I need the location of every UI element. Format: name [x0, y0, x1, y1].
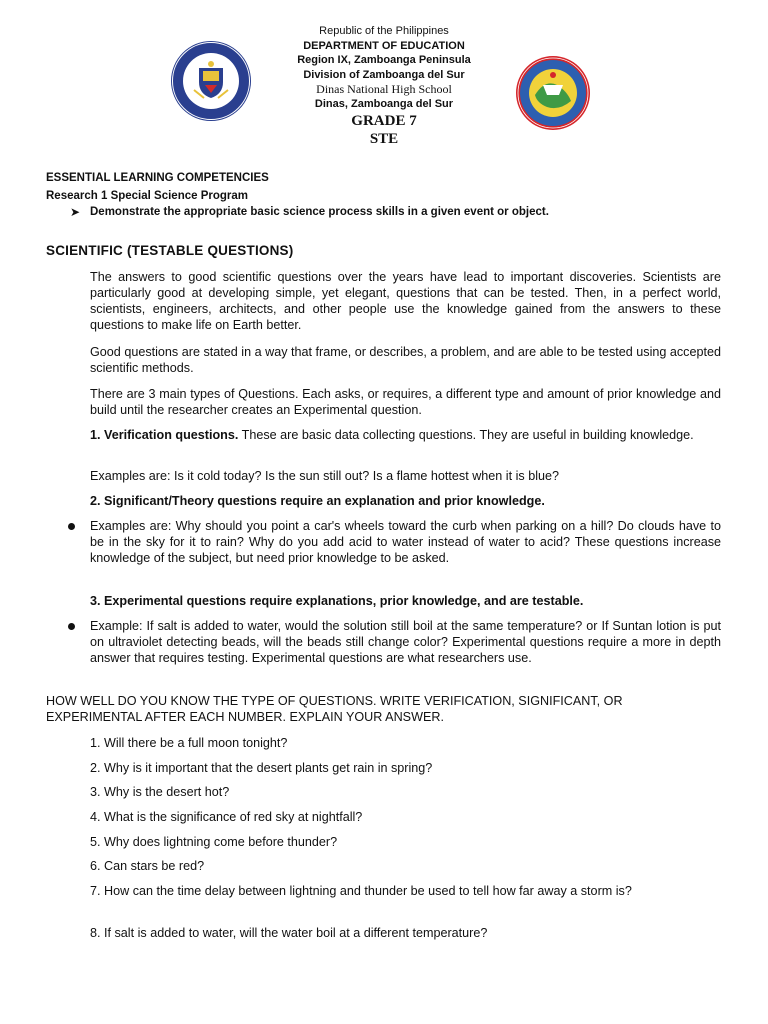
question-item: 5. Why does lightning come before thunder?	[90, 835, 338, 849]
verification-text: These are basic data collecting questions. They are useful in building knowledge.	[238, 428, 694, 442]
significant-heading: 2. Significant/Theory questions require an explanation and prior knowledge.	[90, 494, 545, 508]
paragraph-experimental-example: Example: If salt is added to water, would the solution still boil at the same temperature? or If Suntan lotion is put on ultraviolet detecting beads, will the beads still change color? Experimental questions require a more in depth answer that requires testing. Experimental questions are what researchers use.	[90, 619, 721, 665]
deped-line: DEPARTMENT OF EDUCATION	[303, 39, 465, 52]
section-title: SCIENTIFIC (TESTABLE QUESTIONS)	[46, 243, 294, 258]
question-item: 3. Why is the desert hot?	[90, 785, 230, 799]
question-item: 2. Why is it important that the desert plants get rain in spring?	[90, 761, 433, 775]
question-item: 4. What is the significance of red sky at nightfall?	[90, 810, 363, 824]
arrow-bullet-icon: ➤	[70, 205, 81, 219]
division-line: Division of Zamboanga del Sur	[303, 68, 465, 81]
paragraph-verification-examples: Examples are: Is it cold today? Is the sun still out? Is a flame hottest when it is blue?	[90, 469, 560, 483]
activity-instruction: HOW WELL DO YOU KNOW THE TYPE OF QUESTIONS. WRITE VERIFICATION, SIGNIFICANT, OR EXPERIMENTAL AFTER EACH NUMBER. EXPLAIN YOUR ANSWER.	[46, 694, 623, 724]
document-header	[0, 24, 768, 148]
paragraph-intro: The answers to good scientific questions over the years have lead to important discoveries. Scientists are particularly good at developing simple, yet elegant, questions that can be tested. Then, in a perfect world, scientists, engineers, architects, and other people use the knowledge gained from the answers to these questions to make life on Earth better.	[90, 270, 721, 332]
school-address: Dinas, Zamboanga del Sur	[314, 97, 454, 110]
competency-item: Demonstrate the appropriate basic science process skills in a given event or object.	[90, 206, 549, 218]
paragraph-significant-examples: Examples are: Why should you point a car's wheels toward the curb when parking on a hill? Do clouds have to be in the sky for it to rain? Why do you add acid to water instead of water to acid? These questions increase knowledge of the subject, but need prior knowledge to be asked.	[90, 519, 721, 565]
paragraph-verification	[90, 427, 721, 443]
question-item: 1. Will there be a full moon tonight?	[90, 736, 288, 750]
bullet-dot-icon	[68, 523, 75, 530]
school-name: Dinas National High School	[316, 82, 452, 97]
grade-label: GRADE 7	[351, 112, 417, 129]
region-line: Region IX, Zamboanga Peninsula	[297, 54, 471, 67]
question-item: 7. How can the time delay between lightning and thunder be used to tell how far away a storm is?	[90, 884, 632, 898]
question-item: 8. If salt is added to water, will the water boil at a different temperature?	[90, 926, 488, 940]
republic-line: Republic of the Philippines	[319, 25, 449, 37]
question-item: 6. Can stars be red?	[90, 859, 205, 873]
program-label: STE	[369, 130, 399, 147]
bullet-dot-icon	[68, 623, 75, 630]
verification-heading: 1. Verification questions.	[90, 428, 239, 442]
paragraph-question-types: There are 3 main types of Questions. Each asks, or requires, a different type and amount of prior knowledge and build until the researcher creates an Experimental question.	[90, 387, 721, 417]
paragraph-good-questions: Good questions are stated in a way that frame, or describes, a problem, and are able to be tested using accepted scientific methods.	[90, 345, 721, 375]
competencies-heading: ESSENTIAL LEARNING COMPETENCIES	[46, 172, 269, 184]
experimental-heading: 3. Experimental questions require explanations, prior knowledge, and are testable.	[90, 594, 584, 608]
competencies-subheading: Research 1 Special Science Program	[46, 190, 248, 202]
